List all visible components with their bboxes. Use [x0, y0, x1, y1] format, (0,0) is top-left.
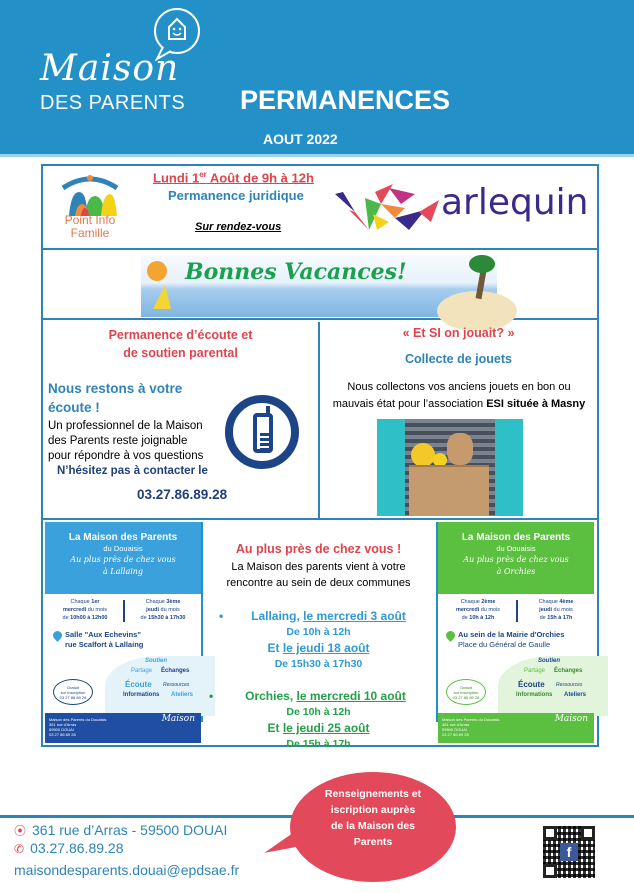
location-line-2: rue Scalfort à Lallaing — [65, 640, 144, 649]
schedule-divider — [123, 600, 125, 622]
town-lallaing-second — [203, 641, 434, 655]
word-echanges: Échanges — [554, 668, 583, 674]
vacation-section — [43, 252, 597, 320]
bubble-line-1: Gratuit — [459, 685, 472, 690]
pif-line-1: Point Info — [64, 213, 116, 227]
s: Chaque — [460, 599, 482, 605]
foot-line-2: 361 rue d'Arras — [442, 722, 470, 727]
flyer-script-2: à Lallaing — [102, 567, 144, 576]
flyer-location — [51, 630, 201, 650]
location-pin-icon: ⦿ — [14, 824, 27, 838]
schedule-wednesday — [49, 598, 121, 622]
s: du mois — [552, 607, 573, 613]
bullet: • — [219, 609, 224, 623]
listening-body-line-1: Un professionnel de la Maison — [48, 420, 203, 432]
flyer-footer — [45, 713, 201, 743]
legal-type: Permanence juridique — [168, 188, 304, 203]
foot-line-3: 59500 DOUAI — [442, 727, 467, 732]
phone-text[interactable]: 03.27.86.89.28 — [30, 840, 124, 856]
flyer-footer — [438, 713, 594, 743]
town-name: Orchies, — [245, 689, 297, 703]
word-informations: Informations — [516, 692, 553, 698]
toys-title: « Et SI on jouait? » — [402, 326, 515, 340]
town-date-2: le jeudi 25 août — [282, 721, 370, 735]
speech-line-1: Renseignements et — [324, 788, 422, 800]
town-date-2: le jeudi 18 août — [282, 641, 370, 655]
toys-body-plain: mauvais état pour l’association — [332, 398, 487, 410]
schedule-thursday — [520, 598, 592, 622]
nearby-title: Au plus près de chez vous ! — [235, 542, 402, 556]
arlequin-wordmark: arlequin — [441, 182, 589, 223]
foot-line-1: Maison des Parents du Douaisis — [49, 717, 107, 722]
flyer-location — [444, 630, 594, 650]
s: du mois — [86, 607, 108, 613]
foot-line-4: 03 27 86 89 28 — [442, 732, 469, 737]
toys-body-line-2 — [323, 396, 595, 413]
location-pin-icon — [444, 629, 457, 642]
point-info-famille-label — [45, 214, 135, 240]
footer-logo: Maison — [161, 714, 195, 724]
town-name: Lallaing, — [251, 609, 304, 623]
listening-title — [43, 326, 318, 362]
word-echanges: Échanges — [161, 668, 190, 674]
nearby-body — [203, 559, 434, 591]
date-prefix: Lundi 1 — [153, 170, 200, 186]
location-line-2: Place du Général de Gaulle — [458, 640, 551, 649]
keywords-cloud — [498, 656, 608, 716]
location-line-1: Salle "Aux Echevins" — [65, 630, 141, 639]
s: 2ème — [481, 599, 496, 605]
flyer-lallaing — [45, 522, 203, 737]
footer-logo: Maison — [554, 714, 588, 724]
s: jeudi — [146, 607, 160, 613]
s: de — [539, 615, 548, 621]
appointment-note: Sur rendez-vous — [195, 221, 282, 233]
legal-date — [153, 170, 314, 185]
listening-heading-line-1: Nous restons à votre — [48, 381, 183, 396]
word-ressources: Ressources — [556, 682, 583, 688]
s: du mois — [479, 607, 501, 613]
free-signup-bubble — [53, 679, 93, 705]
nearby-section — [43, 522, 597, 750]
town-date-1: le mercredi 3 août — [303, 609, 406, 623]
s: du mois — [159, 607, 180, 613]
sailboat-icon — [153, 285, 171, 309]
listening-title-line-2: de soutien parental — [123, 346, 238, 360]
toys-body — [323, 379, 595, 413]
s: mercredi — [455, 607, 480, 613]
date-suffix: Août de 9h à 12h — [206, 170, 314, 186]
and-label: Et — [267, 641, 283, 655]
word-partage: Partage — [524, 668, 546, 674]
s: de — [140, 615, 149, 621]
s: 15h30 à 17h30 — [148, 615, 186, 621]
speech-line-3: de la Maison des — [330, 820, 416, 832]
toy-box-photo — [377, 419, 523, 516]
facebook-icon: f — [560, 843, 578, 861]
keywords-cloud — [105, 656, 215, 716]
s: 10h00 à 12h00 — [70, 615, 108, 621]
pif-line-2: Famille — [70, 226, 110, 240]
bullet: • — [209, 689, 214, 703]
listening-heading — [48, 379, 218, 417]
info-speech-bubble — [290, 772, 456, 882]
flyer-name: La Maison des Parents — [461, 532, 571, 543]
s: 10h à 12h — [469, 615, 495, 621]
location-pin-icon — [51, 629, 64, 642]
toys-body-line-1: Nous collectons vos anciens jouets en bon ou — [347, 381, 571, 393]
free-signup-bubble — [446, 679, 486, 705]
s: de — [461, 615, 470, 621]
listening-title-line-1: Permanence d’écoute et — [108, 328, 253, 342]
arlequin-logo — [335, 174, 589, 240]
qr-corner — [581, 826, 595, 840]
flyer-schedule — [45, 598, 201, 628]
foot-line-3: 59500 DOUAI — [49, 727, 74, 732]
listening-cta: N’hésitez pas à contacter le — [57, 465, 208, 477]
listening-heading-line-2: écoute ! — [48, 400, 100, 415]
schedule-divider — [516, 600, 518, 622]
sun-icon — [147, 261, 167, 281]
flyer-region: du Douaisis — [496, 544, 536, 553]
foot-line-2: 361 rue d'Arras — [49, 722, 77, 727]
s: Chaque — [145, 599, 167, 605]
bubble-line-1: Gratuit — [66, 685, 79, 690]
legal-section — [43, 166, 597, 250]
word-ecoute: Écoute — [518, 680, 545, 689]
logo-subtitle: DES PARENTS — [40, 92, 186, 114]
foot-line-1: Maison des Parents du Douaisis — [442, 717, 500, 722]
s: 1er — [91, 599, 100, 605]
s: Chaque — [538, 599, 560, 605]
town-lallaing — [203, 609, 434, 623]
flyer-schedule — [438, 598, 594, 628]
header-banner — [0, 0, 634, 157]
flyer-name: La Maison des Parents — [68, 532, 178, 543]
s: 4ème — [559, 599, 574, 605]
phone-icon: ✆ — [14, 842, 25, 856]
flyer-orchies — [436, 522, 594, 737]
listening-body-line-2: des Parents reste joignable — [48, 435, 188, 447]
footer-phone[interactable] — [14, 840, 123, 856]
vacation-text: Bonnes Vacances! — [185, 259, 407, 285]
s: 3ème — [166, 599, 181, 605]
location-line-1: Au sein de la Mairie d'Orchies — [458, 630, 565, 639]
word-ateliers: Ateliers — [564, 692, 587, 698]
schedule-wednesday — [442, 598, 514, 622]
flyer-script-1: Au plus près de chez vous — [463, 555, 569, 564]
speech-line-2: iscription auprès — [330, 804, 416, 816]
origami-bird-icon — [335, 174, 445, 240]
footer-address — [14, 822, 227, 839]
listening-phone[interactable]: 03.27.86.89.28 — [137, 487, 228, 502]
palm-leaves-icon — [469, 255, 495, 273]
word-ecoute: Écoute — [125, 680, 152, 689]
flyer-header — [45, 522, 201, 594]
qr-corner — [543, 864, 557, 878]
phone-keypad — [260, 433, 270, 449]
bubble-line-2: sur inscription — [60, 690, 86, 695]
listening-body-line-3: pour répondre à vos questions — [48, 450, 204, 462]
facebook-qr-code[interactable] — [543, 826, 595, 878]
flyer-header — [438, 522, 594, 594]
vacation-banner — [141, 255, 497, 317]
s: de — [62, 615, 71, 621]
word-partage: Partage — [131, 668, 153, 674]
s: Chaque — [70, 599, 92, 605]
word-ateliers: Ateliers — [171, 692, 194, 698]
s: jeudi — [539, 607, 553, 613]
services-section — [43, 322, 597, 520]
word-soutien: Soutien — [538, 658, 560, 664]
date-sup: er — [199, 170, 207, 179]
nearby-body-line-2: rencontre au sein de deux communes — [226, 577, 411, 589]
page-title: PERMANENCES — [240, 85, 451, 115]
nearby-body-line-1: La Maison des parents vient à votre — [231, 561, 406, 573]
s: 15h à 17h — [547, 615, 573, 621]
address-text: 361 rue d’Arras - 59500 DOUAI — [32, 822, 228, 838]
word-ressources: Ressources — [163, 682, 190, 688]
word-informations: Informations — [123, 692, 160, 698]
footer-email[interactable]: maisondesparents.douai@epdsae.fr — [14, 862, 240, 878]
flyer-region: du Douaisis — [103, 544, 143, 553]
mobile-phone-icon — [225, 395, 299, 469]
town-orchies-time-1: De 10h à 12h — [286, 706, 351, 718]
logo-script: Maison — [40, 48, 180, 89]
town-orchies-second — [203, 721, 434, 735]
speech-line-4: Parents — [353, 836, 393, 848]
town-orchies-time-2: De 15h à 17h — [286, 738, 351, 750]
phone-body — [253, 413, 273, 453]
town-lallaing-time-2: De 15h30 à 17h30 — [274, 658, 363, 670]
bubble-line-2: sur inscription — [453, 690, 479, 695]
toys-body-bold: ESI située à Masny — [486, 398, 586, 410]
flyer-script-2: à Orchies — [496, 567, 536, 576]
listening-body — [48, 419, 228, 464]
town-date-1: le mercredi 10 août — [296, 689, 406, 703]
bubble-line-3: 03 27 86 89 28 — [59, 695, 87, 700]
bubble-line-3: 03 27 86 89 28 — [452, 695, 480, 700]
and-label: Et — [267, 721, 283, 735]
schedule-thursday — [127, 598, 199, 622]
toys-subtitle: Collecte de jouets — [405, 352, 512, 366]
town-lallaing-time-1: De 10h à 12h — [286, 626, 351, 638]
cardboard-box — [409, 465, 489, 516]
town-orchies — [203, 689, 434, 703]
teddy-bear — [447, 433, 473, 465]
qr-corner — [543, 826, 557, 840]
flyer-script-1: Au plus près de chez vous — [70, 555, 176, 564]
word-soutien: Soutien — [145, 658, 167, 664]
page-subtitle: AOUT 2022 — [263, 131, 338, 147]
foot-line-4: 03 27 86 89 28 — [49, 732, 76, 737]
s: mercredi — [62, 607, 87, 613]
toy-ball — [411, 443, 435, 467]
schedule-box — [41, 164, 599, 750]
